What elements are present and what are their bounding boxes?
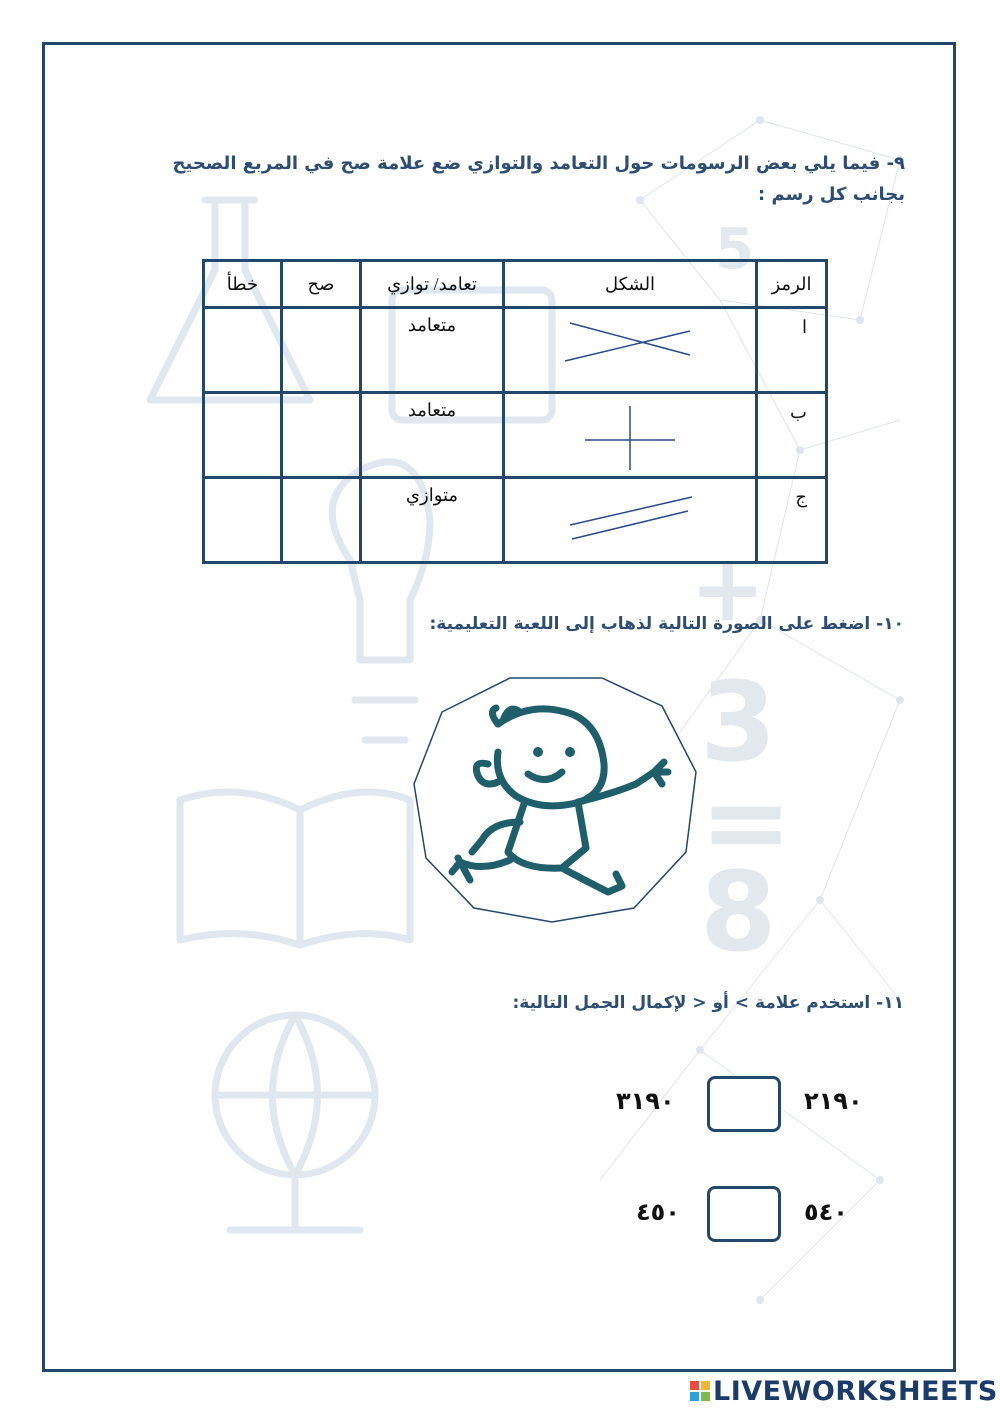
- row-type: متوازي: [361, 478, 504, 563]
- svg-text:5: 5: [715, 217, 754, 282]
- logo-text: LIVEWORKSHEETS: [713, 1375, 998, 1407]
- wrong-checkbox[interactable]: [204, 308, 282, 393]
- running-boy-icon: [412, 672, 698, 924]
- table-row: [204, 393, 827, 478]
- row-code: ج: [757, 478, 827, 563]
- row-shape: [504, 393, 757, 478]
- question-9-line2: بجانب كل رسم :: [757, 184, 905, 205]
- svg-text:8: 8: [700, 848, 777, 976]
- svg-text:3: 3: [700, 658, 777, 786]
- table-row: [204, 478, 827, 563]
- comparison-right-number: ٥٤٠: [804, 1198, 848, 1226]
- row-shape: [504, 478, 757, 563]
- row-type: متعامد: [361, 393, 504, 478]
- comparison-left-number: ٣١٩٠: [616, 1087, 675, 1115]
- row-shape: [504, 308, 757, 393]
- correct-checkbox[interactable]: [282, 308, 361, 393]
- svg-text:=: =: [700, 758, 793, 886]
- table-row: [204, 308, 827, 393]
- perpendicular-cross-icon: [560, 398, 700, 470]
- wrong-checkbox[interactable]: [204, 393, 282, 478]
- question-9: [145, 148, 905, 210]
- correct-checkbox[interactable]: [282, 478, 361, 563]
- header-correct: صح: [282, 261, 361, 308]
- logo-mark-icon: [690, 1381, 710, 1401]
- header-wrong: خطأ: [204, 261, 282, 308]
- row-type: متعامد: [361, 308, 504, 393]
- parallel-lines-icon: [560, 483, 700, 543]
- liveworksheets-logo: [690, 1376, 998, 1406]
- answer-table: [202, 259, 828, 564]
- question-10: ١٠- اضغط على الصورة التالية لذهاب إلى اللعبة التعليمية:: [429, 614, 904, 634]
- svg-text:+: +: [690, 537, 766, 642]
- comparison-answer-box[interactable]: [707, 1186, 781, 1242]
- crossing-lines-icon: [560, 313, 700, 373]
- row-code: ا: [757, 308, 827, 393]
- header-shape: الشكل: [504, 261, 757, 308]
- row-code: ب: [757, 393, 827, 478]
- table-header-row: [204, 261, 827, 308]
- comparison-left-number: ٤٥٠: [636, 1198, 680, 1226]
- question-11: ١١- استخدم علامة > أو < لإكمال الجمل التالية:: [512, 993, 904, 1013]
- header-type: تعامد/ توازي: [361, 261, 504, 308]
- question-9-line1: ٩- فيما يلي بعض الرسومات حول التعامد والتوازي ضع علامة صح في المربع الصحيح: [172, 153, 905, 174]
- game-link-image[interactable]: [412, 672, 698, 924]
- correct-checkbox[interactable]: [282, 393, 361, 478]
- comparison-right-number: ٢١٩٠: [804, 1087, 863, 1115]
- wrong-checkbox[interactable]: [204, 478, 282, 563]
- header-code: الرمز: [757, 261, 827, 308]
- comparison-answer-box[interactable]: [707, 1076, 781, 1132]
